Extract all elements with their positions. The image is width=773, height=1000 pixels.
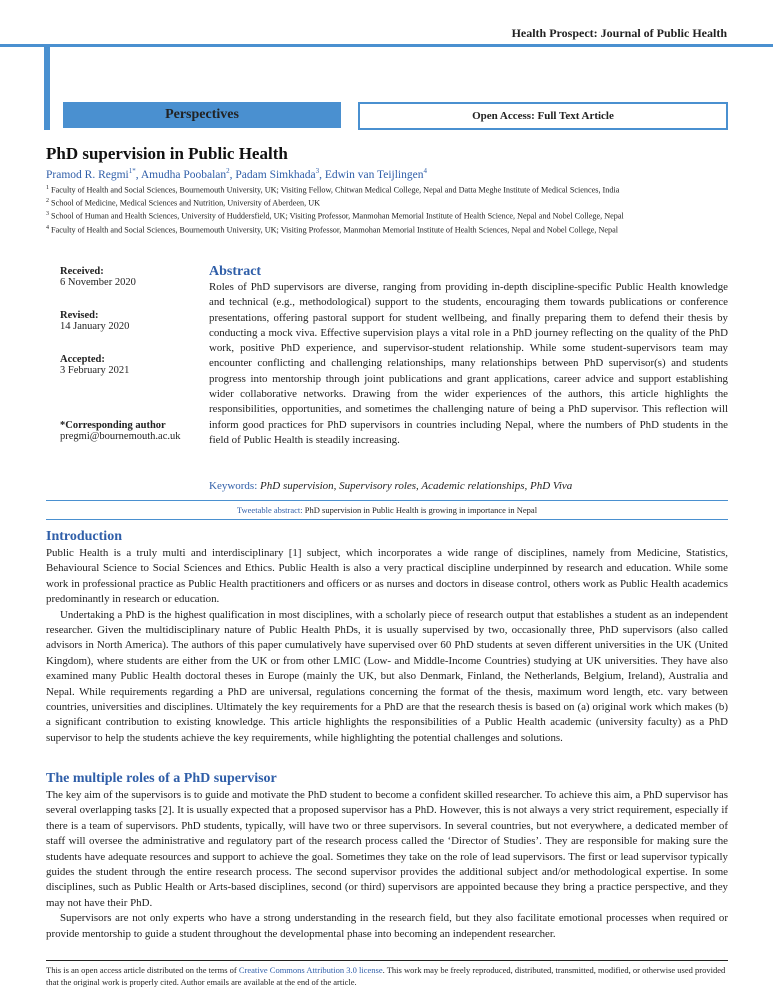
header-rule	[0, 44, 773, 47]
paragraph: Undertaking a PhD is the highest qualification in most disciplines, with a scholarly piece of research output that establishes a student as an independent researcher. Given the multidisciplinary nature of Public Health PhDs, it is usually supervised by two, occasionally three, PhD supervisors (also called advisors in North America). The authors of this paper cumulatively have supervised over 60 PhD students at seven different universities in the UK (United Kingdom), where students are either from the UK or from other LMIC (Low- and Middle-Income Countries) studying at UK universities. They have also examined many Public Health doctoral theses in Europe (mainly the UK, but also Denmark, Finland, the Netherlands, Belgium, Ireland), Australia and Nepal. While requirements regarding a PhD are universal, regulations concerning the format of the thesis, maximum word length, etc. vary between countries, universities and disciplines. Ultimately the key requirements for a PhD are that the research thesis is based on (a) original work which makes (b) a significant contribution to existing knowledge. This article highlights the responsibilities of a Public Health academic (university faculty) as a PhD supervisor to help the students achieve the key requirements, while highlighting the potential challenges and solutions.	[46, 608, 728, 744]
tweetable-abstract	[46, 505, 728, 515]
article-dates-panel	[60, 266, 200, 442]
license-link[interactable]: Creative Commons Attribution 3.0 license	[238, 965, 383, 975]
keywords-value: PhD supervision, Supervisory roles, Academic relationships, PhD Viva	[260, 480, 573, 492]
introduction-body	[46, 546, 728, 746]
paragraph: Supervisors are not only experts who have a strong understanding in the research field, but they also facilitate emotional processes when required or provide mentorship to guide a student throughout the developmental phase into becoming an independent researcher.	[46, 912, 728, 940]
paragraph: Public Health is a truly multi and interdisciplinary [1] subject, which incorporates a wide range of disciplines, namely from Medicine, Statistics, Behavioural Science to Social Sciences and Ethics. Public Health is also a very practical discipline underpinned by research and education. While some work in professional practice as Public Health practitioners and officers or as nurses and doctors in disease control, others work as Public Health academics predominantly in research or education.	[46, 547, 728, 606]
divider	[46, 500, 728, 501]
abstract-text: Roles of PhD supervisors are diverse, ranging from providing in-depth discipline-specific Public Health knowledge and technical (e.g., methodological) support to the students, encouraging them towards publications or conference presentations, offering pastoral support for student wellbeing, and finally preparing them to defend their thesis by conducting a mock viva. Effective supervision plays a vital role in a PhD journey reflecting on the quality of the PhD work, positive PhD experience, and supervisor-student relationship. While some student-supervisors team may encounter conflicting and challenging relationships, many relationships between PhD supervisor(s) and students progress into mentorship through joint publications and grant applications, career advice and support establishing wider collaborative networks. Drawing from the wider experiences of the authors, this article highlights the responsibilities, opportunities, and sometimes the challenging nature of being a PhD supervisor. This reflection will inform good practices for PhD supervisors in countries including Nepal, where the numbers of PhD students in the field of Public Health is steadily increasing.	[209, 281, 728, 446]
section-heading-roles: The multiple roles of a PhD supervisor	[46, 771, 277, 786]
corresponding-email[interactable]: pregmi@bournemouth.ac.uk	[60, 431, 181, 442]
tweetable-label: Tweetable abstract:	[236, 505, 303, 515]
accepted-label: Accepted:	[60, 354, 105, 365]
footer-text: . This work may be freely reproduced, distributed, transmitted, modified, or otherwise used provided that the original work is properly cited. Author emails are available at the end of the article.	[46, 965, 726, 987]
open-access-label: Open Access: Full Text Article	[358, 102, 728, 130]
section-label: Perspectives	[63, 102, 341, 128]
affiliation-item: $^2$ School of Medicine, Medical Sciences and Nutrition, University of Aberdeen, UK	[46, 198, 321, 208]
footer-text: This is an open access article distributed on the terms of	[46, 965, 239, 975]
revised-date: 14 January 2020	[60, 321, 130, 332]
journal-name: Health Prospect: Journal of Public Health	[511, 26, 727, 40]
author-name[interactable]: Pramod R. Regmi	[46, 168, 129, 181]
affiliation-item: $^4$ Faculty of Health and Social Sciences, Bournemouth University, UK; Visiting Professor, Manmohan Memorial Institute of Health Sciences, Nepal and Nobel College, Nepal	[46, 224, 618, 235]
affiliation-item: $^1$ Faculty of Health and Social Sciences, Bournemouth University, UK; Visiting Fellow, Chitwan Medical College, Nepal and Datta Meghe Institute of Medical Sciences, India	[46, 185, 620, 195]
footer-rule	[46, 960, 728, 961]
revised-label: Revised:	[60, 310, 99, 321]
author-list: Pramod R. Regmi$^{1*}$, Amudha Poobalan$^2$, Padam Simkhada$^3$, Edwin van Teijlingen$^4$	[46, 167, 427, 181]
tweetable-text: PhD supervision in Public Health is growing in importance in Nepal	[304, 505, 538, 515]
author-affil-sup: 2	[226, 167, 230, 175]
author-affil-sup: 3	[315, 167, 320, 175]
received-date: 6 November 2020	[60, 277, 136, 288]
affiliation-item: $^3$ School of Human and Health Sciences, University of Huddersfield, UK; Visiting Professor, Manmohan Memorial Institute of Health Science, Nepal and Nobel College, Nepal	[46, 211, 624, 222]
received-label: Received:	[60, 266, 104, 277]
header-accent-bar	[44, 44, 50, 130]
corresponding-author-label: *Corresponding author	[60, 420, 166, 431]
accepted-date: 3 February 2021	[60, 365, 130, 376]
keywords	[209, 480, 572, 492]
author-affil-sup: 1*	[128, 167, 136, 175]
keywords-label: Keywords:	[209, 480, 258, 492]
license-footer	[46, 964, 728, 988]
author-name[interactable]: Amudha Poobalan	[140, 168, 227, 181]
divider	[46, 519, 728, 520]
author-name[interactable]: Padam Simkhada	[235, 168, 316, 181]
roles-body	[46, 788, 728, 942]
abstract-heading: Abstract	[209, 264, 262, 279]
author-affil-sup: 4	[423, 167, 427, 175]
section-heading-introduction: Introduction	[46, 529, 122, 544]
article-title: PhD supervision in Public Health	[46, 144, 288, 163]
paragraph: The key aim of the supervisors is to guide and motivate the PhD student to become a confident skilled researcher. To achieve this aim, a PhD supervisor has several overlapping tasks [2]. It is usually expected that a proposed supervisor has a PhD. However, this is not always a very strict requirement, especially if there is a team of supervisors. PhD students, typically, will have two or three supervisors. In several countries, but not everywhere, a dedicated member of staff will oversee the administrative and regulatory part of the research process called the ‘Director of Studies’. They are responsible for making sure the students have adequate resources and support to achieve the goal. Sometimes they take on the role of lead supervisors. The first or lead supervisor typically guides the student through the entire research process. The second supervisor provides the additional subject and/or methodological expertise. In some disciplines, such as Public Health or Arts-based disciplines, second (or third) supervisors are appointed because they bring a practice perspective, and they may not have their PhD.	[46, 789, 728, 909]
affiliations	[46, 183, 728, 236]
author-name[interactable]: Edwin van Teijlingen	[324, 168, 424, 181]
